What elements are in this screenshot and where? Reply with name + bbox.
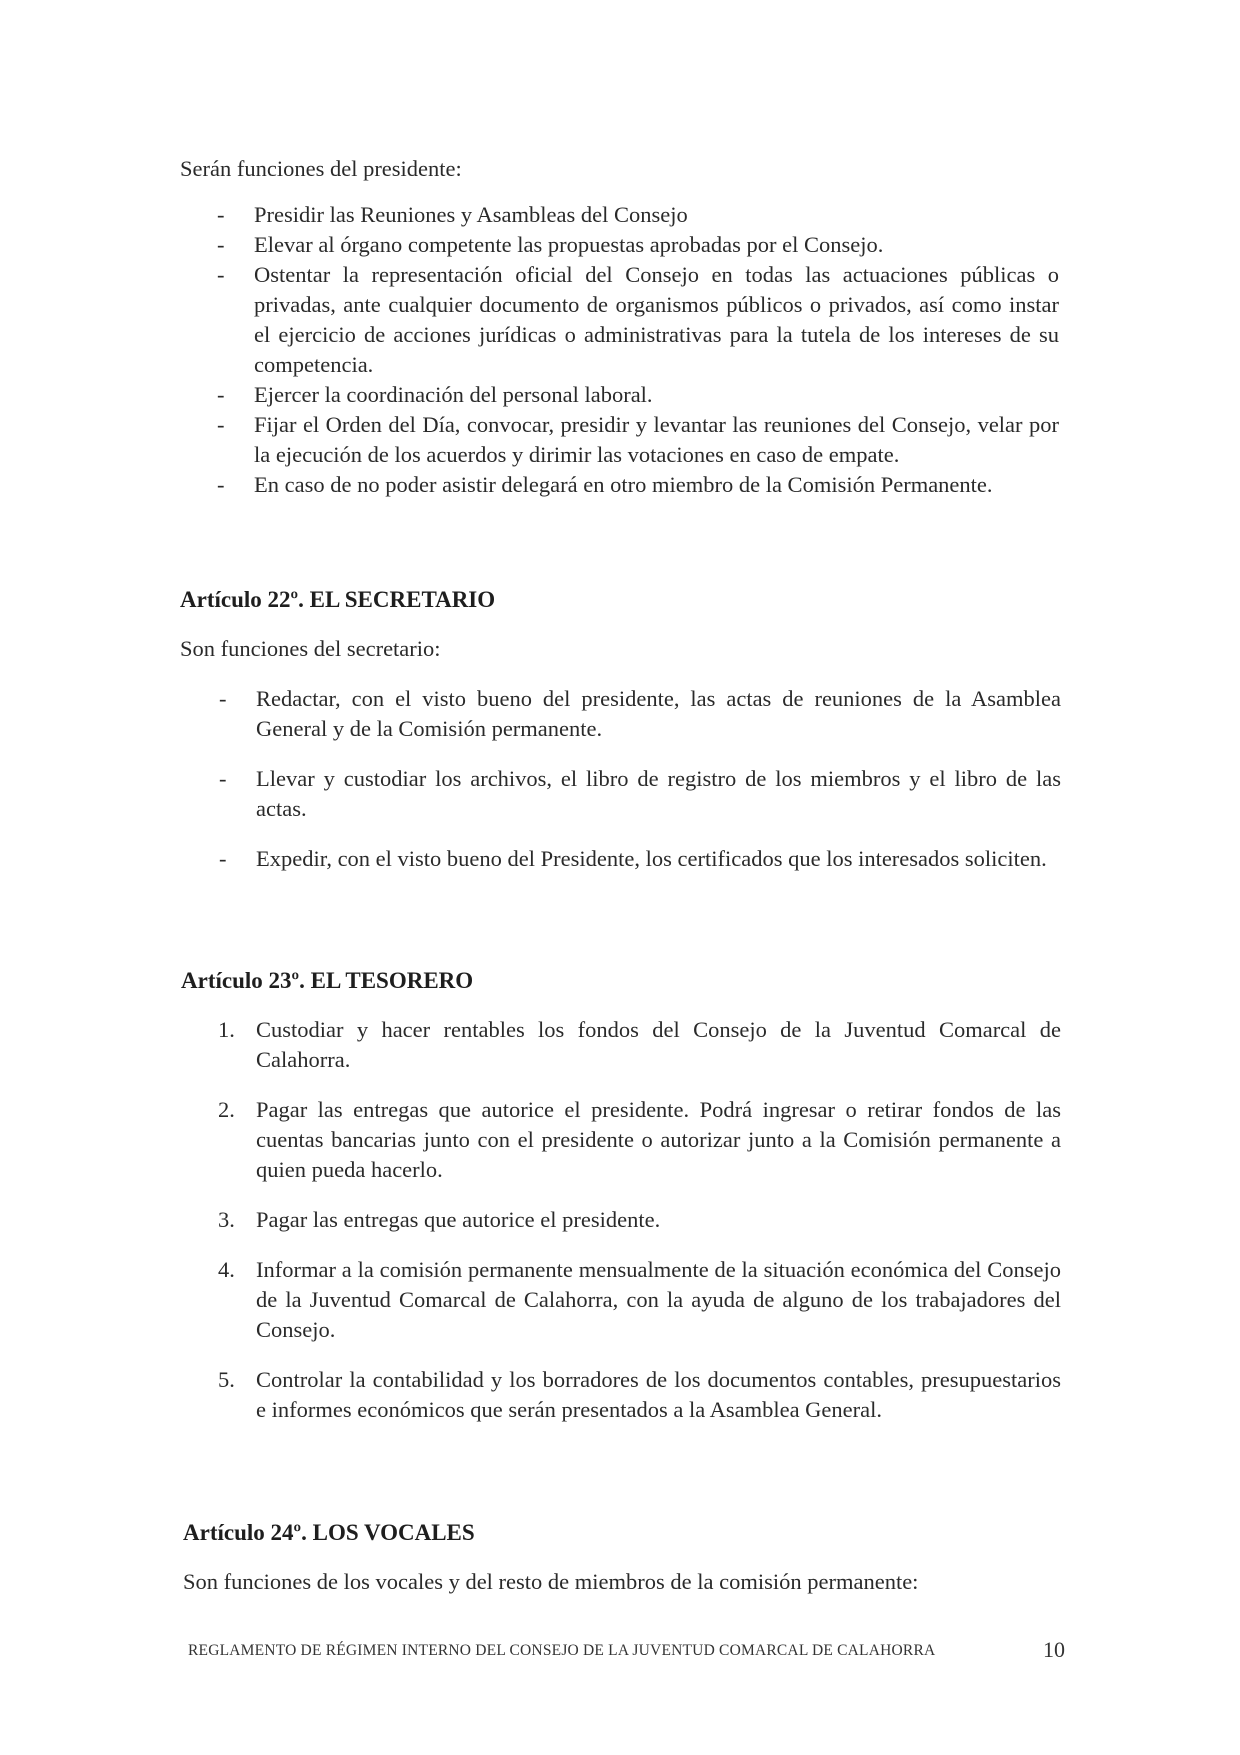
dash-marker: - [217,382,225,407]
list-item-text: Presidir las Reuniones y Asambleas del Consejo [254,202,688,227]
list-item [218,1255,1061,1345]
number-marker: 1. [218,1017,235,1042]
secretary-intro: Son funciones del secretario: [180,636,441,661]
number-marker: 3. [218,1207,235,1232]
list-item [218,1095,1061,1185]
list-item-text: En caso de no poder asistir delegará en otro miembro de la Comisión Permanente. [254,472,993,497]
list-item-text: Ostentar la representación oficial del Consejo en todas las actuaciones públicas o privadas, ante cualquier documento de organismos públicos o privados, así como instar el ejercicio de acciones jurídicas o administrativas para la tutela de los intereses de su competencia. [254,262,1059,377]
list-item [217,200,1059,230]
dash-marker: - [219,846,227,871]
list-item-text: Ejercer la coordinación del personal laboral. [254,382,653,407]
list-item [218,1205,1061,1235]
president-functions-list [217,200,1059,500]
list-item-text: Controlar la contabilidad y los borradores de los documentos contables, presupuestarios e informes económicos que serán presentados a la Asamblea General. [256,1367,1061,1422]
document-footer-title: REGLAMENTO DE RÉGIMEN INTERNO DEL CONSEJO DE LA JUVENTUD COMARCAL DE CALAHORRA [188,1642,936,1659]
president-intro: Serán funciones del presidente: [180,156,462,181]
list-item-text: Expedir, con el visto bueno del Presidente, los certificados que los interesados soliciten. [256,846,1047,871]
dash-marker: - [217,232,225,257]
dash-marker: - [217,202,225,227]
list-item [218,1015,1061,1075]
dash-marker: - [217,472,225,497]
list-item-text: Informar a la comisión permanente mensualmente de la situación económica del Consejo de la Juventud Comarcal de Calahorra, con la ayuda de alguno de los trabajadores del Consejo. [256,1257,1061,1342]
list-item [219,844,1061,874]
secretary-heading: Artículo 22º. EL SECRETARIO [180,587,496,612]
list-item [217,410,1059,470]
list-item-text: Llevar y custodiar los archivos, el libro de registro de los miembros y el libro de las actas. [256,766,1061,821]
dash-marker: - [217,262,225,287]
dash-marker: - [219,766,227,791]
treasurer-functions-list [218,1015,1061,1425]
number-marker: 2. [218,1097,235,1122]
list-item [218,1365,1061,1425]
list-item-text: Fijar el Orden del Día, convocar, presidir y levantar las reuniones del Consejo, velar por la ejecución de los acuerdos y dirimir las votaciones en caso de empate. [254,412,1059,467]
list-item-text: Redactar, con el visto bueno del presidente, las actas de reuniones de la Asamblea General y de la Comisión permanente. [256,686,1061,741]
list-item [217,230,1059,260]
list-item-text: Custodiar y hacer rentables los fondos del Consejo de la Juventud Comarcal de Calahorra. [256,1017,1061,1072]
number-marker: 5. [218,1367,235,1392]
list-item-text: Elevar al órgano competente las propuestas aprobadas por el Consejo. [254,232,884,257]
list-item [217,380,1059,410]
list-item [217,470,1059,500]
vocales-heading: Artículo 24º. LOS VOCALES [183,1520,475,1545]
list-item-text: Pagar las entregas que autorice el presidente. Podrá ingresar o retirar fondos de las cuentas bancarias junto con el presidente o autorizar junto a la Comisión permanente a quien pueda hacerlo. [256,1097,1061,1182]
list-item [219,684,1061,744]
dash-marker: - [217,412,225,437]
list-item [219,764,1061,824]
list-item [217,260,1059,380]
vocales-intro: Son funciones de los vocales y del resto de miembros de la comisión permanente: [183,1569,919,1594]
page-number: 10 [1043,1637,1065,1662]
treasurer-heading: Artículo 23º. EL TESORERO [181,968,474,993]
secretary-functions-list [219,684,1061,874]
list-item-text: Pagar las entregas que autorice el presidente. [256,1207,661,1232]
dash-marker: - [219,686,227,711]
number-marker: 4. [218,1257,235,1282]
